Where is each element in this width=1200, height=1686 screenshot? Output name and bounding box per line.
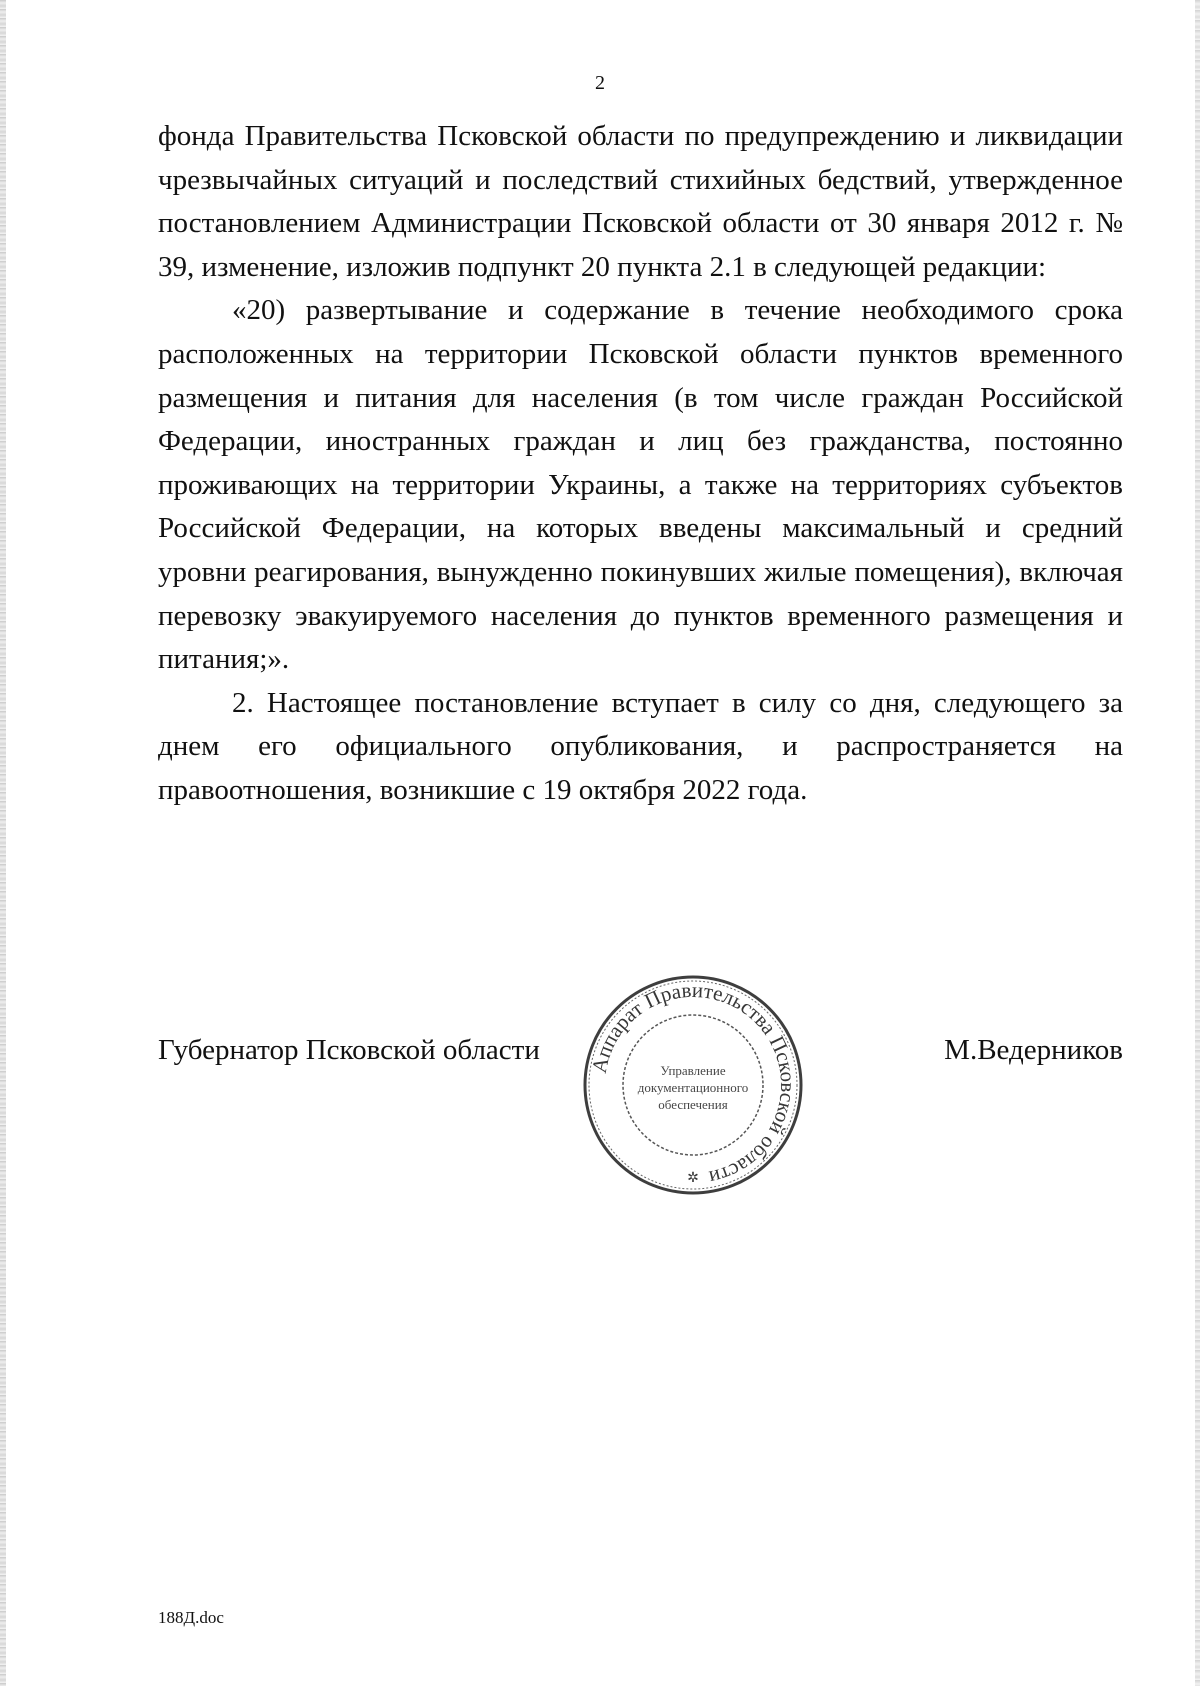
- signatory-position: Губернатор Псковской области: [158, 1034, 540, 1066]
- seal-star-icon: ✲: [687, 1170, 699, 1186]
- paragraph-subitem-20: «20) развертывание и содержание в течение необходимого срока расположенных на территории Псковской области пунктов временного размещения и питания для населения (в том числе граждан Российской Федерации, иностранных граждан и лиц без гражданства, постоянно проживающих на территории Украины, а также на территориях субъектов Российской Федерации, на которых введены максимальный и средний уровни реагирования, вынужденно покинувших жилые помещения), включая перевозку эвакуируемого населения до пунктов временного размещения и питания;».: [158, 294, 1123, 676]
- seal-ring-text: Аппарат Правительства Псковской области: [586, 977, 801, 1191]
- paragraph-effective-date: 2. Настоящее постановление вступает в силу со дня, следующего за днем его официального опубликования, и распространяется на правоотношения, возникшие с 19 октября 2022 года.: [158, 686, 1123, 806]
- seal-center-line-2: документационного: [637, 1080, 749, 1095]
- scan-edge-left: [0, 0, 6, 1686]
- seal-center-line-3: обеспечения: [658, 1097, 728, 1112]
- page-number: 2: [595, 72, 605, 94]
- seal-center-line-1: Управление: [660, 1063, 726, 1078]
- signatory-name: М.Ведерников: [944, 1034, 1123, 1066]
- scan-edge-right: [1195, 0, 1200, 1686]
- footer-file-name: 188Д.doc: [158, 1608, 224, 1627]
- document-body: [158, 115, 1123, 813]
- paragraph-amendment-intro: фонда Правительства Псковской области по предупреждению и ликвидации чрезвычайных ситуаций и последствий стихийных бедствий, утвержденное постановлением Администрации Псковской области от 30 января 2012 г. № 39, изменение, изложив подпункт 20 пункта 2.1 в следующей редакции:: [158, 120, 1123, 283]
- official-seal-stamp: [578, 970, 808, 1200]
